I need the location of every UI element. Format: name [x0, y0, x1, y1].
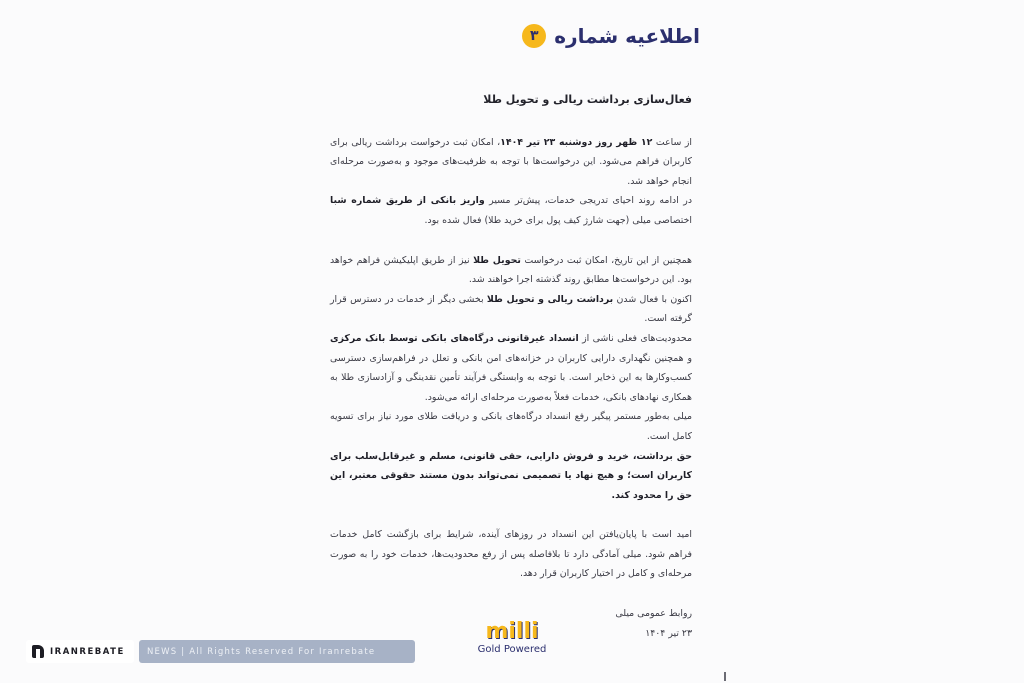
announcement-date: ۲۳ تیر ۱۴۰۴: [645, 627, 692, 639]
text-segment: ، امکان ثبت درخواست برداشت ریالی برای کاربران فراهم می‌شود. این درخواست‌ها با توجه به ظرفیت‌های موجود و به‌صورت مرحله‌ای انجام خواهد شد.: [330, 136, 692, 187]
bold-segment: برداشت ریالی و تحویل طلا: [486, 293, 614, 305]
text-segment: همچنین از این تاریخ، امکان ثبت درخواست: [520, 254, 692, 266]
announcement-subheading: فعال‌سازی برداشت ریالی و تحویل طلا: [483, 93, 692, 106]
announcement-body: [330, 90, 692, 643]
iranrebate-brand: IRANREBATE: [50, 646, 125, 657]
milli-logo-wordmark: milli: [485, 619, 539, 644]
text-segment: بخشی دیگر از خدمات در دسترس قرار گرفته است.: [330, 293, 692, 325]
iranrebate-watermark-badge: [26, 640, 134, 663]
text-segment: از ساعت: [652, 136, 692, 148]
bold-segment: تحویل طلا: [473, 254, 521, 266]
paragraph-services-available: [330, 290, 692, 329]
paragraph-restrictions: [330, 329, 692, 407]
paragraph-gold-delivery: [330, 251, 692, 290]
cursor-mark-icon: [724, 672, 726, 681]
bold-segment: ۱۲ ظهر روز دوشنبه ۲۳ تیر ۱۴۰۴: [500, 136, 653, 148]
text-segment: اختصاصی میلی (جهت شارژ کیف پول برای خرید طلا) فعال شده بود.: [424, 214, 692, 226]
iranrebate-watermark-caption: NEWS | All Rights Reserved For Iranrebate: [139, 640, 415, 663]
paragraph-follow-up: میلی به‌طور مستمر پیگیر رفع انسداد درگاه‌های بانکی و دریافت طلای مورد نیاز برای تسویه کامل است.: [330, 411, 692, 442]
text-segment: محدودیت‌های فعلی ناشی از: [578, 332, 693, 344]
iranrebate-logo-icon: [32, 645, 44, 658]
paragraph-bank-deposit: [330, 191, 692, 230]
bold-segment: واریز بانکی از طریق شماره شبا: [330, 195, 485, 207]
announcement-number-badge: ۳: [522, 24, 546, 48]
announcement-title: اطلاعیه شماره: [554, 24, 700, 48]
announcement-header: [480, 18, 700, 54]
spacer: [330, 231, 692, 251]
spacer: [330, 505, 692, 525]
paragraph-hope: امید است با پایان‌یافتن این انسداد در روزهای آینده، شرایط برای بازگشت کامل خدمات فراهم شود. میلی آمادگی دارد تا بلافاصله پس از رفع محدودیت‌ها، خدمات خود را به صورت مرحله‌ای و کامل در اختیار کاربران قرار دهد.: [330, 529, 692, 580]
text-segment: در ادامه روند احیای تدریجی خدمات، پیش‌تر مسیر: [484, 195, 692, 207]
paragraph-withdrawal: [330, 133, 692, 192]
text-segment: نیز از طریق اپلیکیشن فراهم خواهد بود. این درخواست‌ها مطابق روند گذشته اجرا خواهند شد.: [330, 254, 692, 286]
text-segment: و همچنین نگهداری دارایی کاربران در خزانه‌های امن بانکی و تعلل در فراهم‌سازی دسترسی کسب‌وکارها به این ذخایر است. با توجه به وابستگی فرآیند تأمین نقدینگی و آزادسازی طلا به همکاری نهادهای بانکی، خدمات فعلاً به‌صورت مرحله‌ای ارائه می‌شود.: [330, 352, 692, 403]
bold-segment: انسداد غیرقانونی درگاه‌های بانکی توسط بانک مرکزی: [330, 332, 579, 344]
signature: روابط عمومی میلی: [615, 608, 692, 620]
milli-logo-subtitle: Gold Powered: [477, 644, 547, 655]
paragraph-user-rights: حق برداشت، خرید و فروش دارایی، حقی قانونی، مسلم و غیرقابل‌سلب برای کاربران است؛ و هیچ نهاد یا تصمیمی نمی‌تواند بدون مستند حقوقی معتبر، این حق را محدود کند.: [330, 450, 692, 501]
milli-logo: [470, 620, 554, 664]
text-segment: اکنون با فعال شدن: [613, 293, 693, 305]
